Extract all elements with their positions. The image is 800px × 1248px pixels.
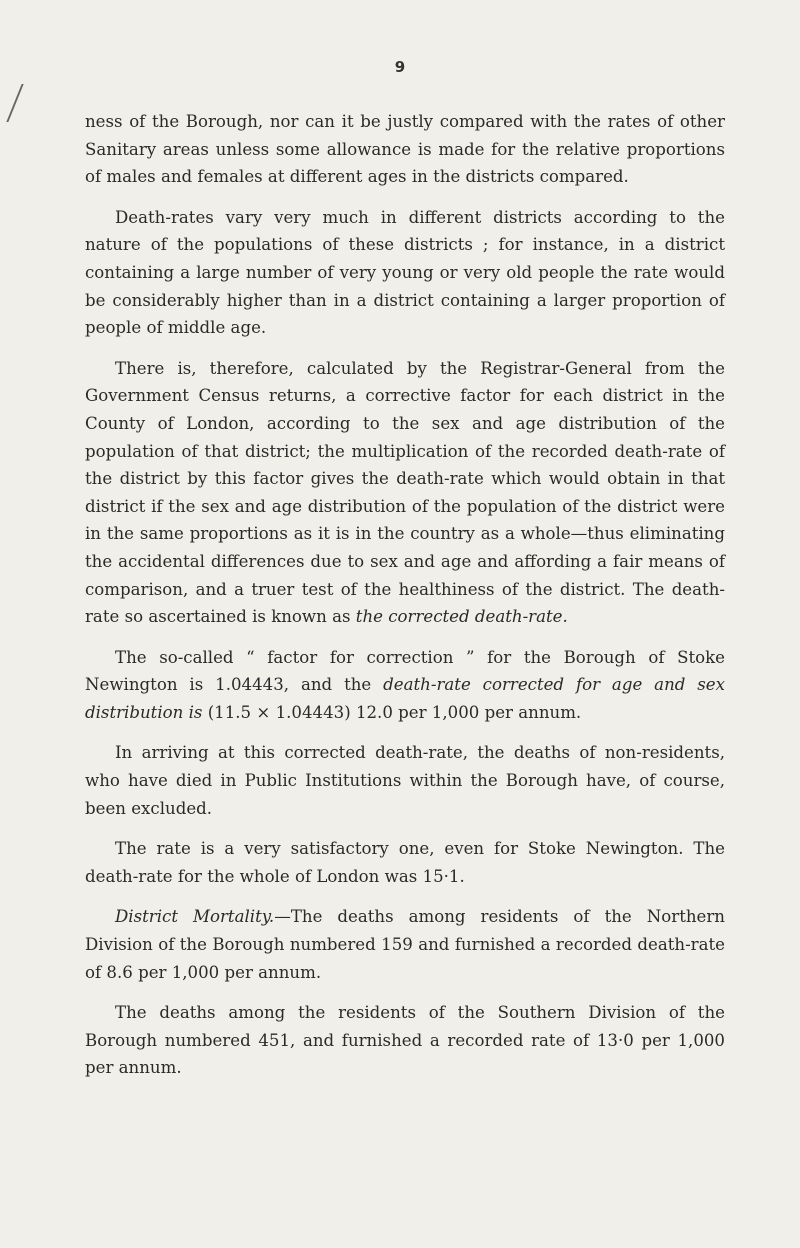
italic-term-corrected-death-rate: the corrected death-rate.	[355, 607, 568, 627]
paragraph-3	[85, 355, 725, 631]
paragraph-1	[85, 108, 725, 191]
section-heading-district-mortality: District Mortality.	[115, 907, 275, 927]
paragraph-text: There is, therefore, calculated by the Registrar-General from the Government Census returns, a corrective factor for each district in the County of London, according to the sex and age distribution of the population of that district; the multiplication of the recorded death-rate of the district by this factor gives the death-rate which would obtain in that district if the sex and age distribution of the population of the district were in the same proportions as it is in the country as a whole—thus eliminating the accidental differences due to sex and age and affording a fair means of comparison, and a truer test of the healthiness of the district. The death-rate so ascertained is known as	[85, 358, 725, 627]
paragraph-text: The so-called “ factor for correction ” for the Borough of Stoke Newington is 1.04443, and the	[85, 647, 725, 695]
paragraph-5	[85, 739, 725, 822]
paragraph-text: The rate is a very satisfactory one, even for Stoke Newington. The death-rate for the whole of London was 15·1.	[85, 839, 725, 886]
italic-term-age-sex-corrected: death-rate corrected for age and sex distribution is	[85, 675, 725, 722]
paragraph-2	[85, 204, 725, 342]
paragraph-text: —The deaths among residents of the Northern Division of the Borough numbered 159 and furnished a recorded death-rate of 8.6 per 1,000 per annum.	[85, 907, 725, 982]
paragraph-text: The deaths among the residents of the Southern Division of the Borough numbered 451, and furnished a recorded rate of 13·0 per 1,000 per annum.	[85, 1003, 725, 1078]
paragraph-text: In arriving at this corrected death-rate, the deaths of non-residents, who have died in Public Institutions within the Borough have, of course, been excluded.	[85, 743, 725, 818]
paragraph-7	[85, 903, 725, 986]
paragraph-4	[85, 644, 725, 727]
paragraph-text: (11.5 × 1.04443) 12.0 per 1,000 per annum.	[202, 702, 582, 722]
paragraph-text: ness of the Borough, nor can it be justly compared with the rates of other Sanitary areas unless some allowance is made for the relative proportions of males and females at different ages in the districts compared.	[85, 112, 725, 187]
document-body	[85, 108, 725, 1095]
paragraph-6	[85, 835, 725, 890]
paragraph-8	[85, 999, 725, 1082]
paragraph-text: Death-rates vary very much in different districts according to the nature of the populations of these districts ; for instance, in a district containing a large number of very young or very old people the rate would be considerably higher than in a district containing a larger proportion of people of middle age.	[85, 207, 725, 338]
page-number: 9	[394, 58, 406, 76]
margin-pencil-mark	[6, 84, 39, 122]
